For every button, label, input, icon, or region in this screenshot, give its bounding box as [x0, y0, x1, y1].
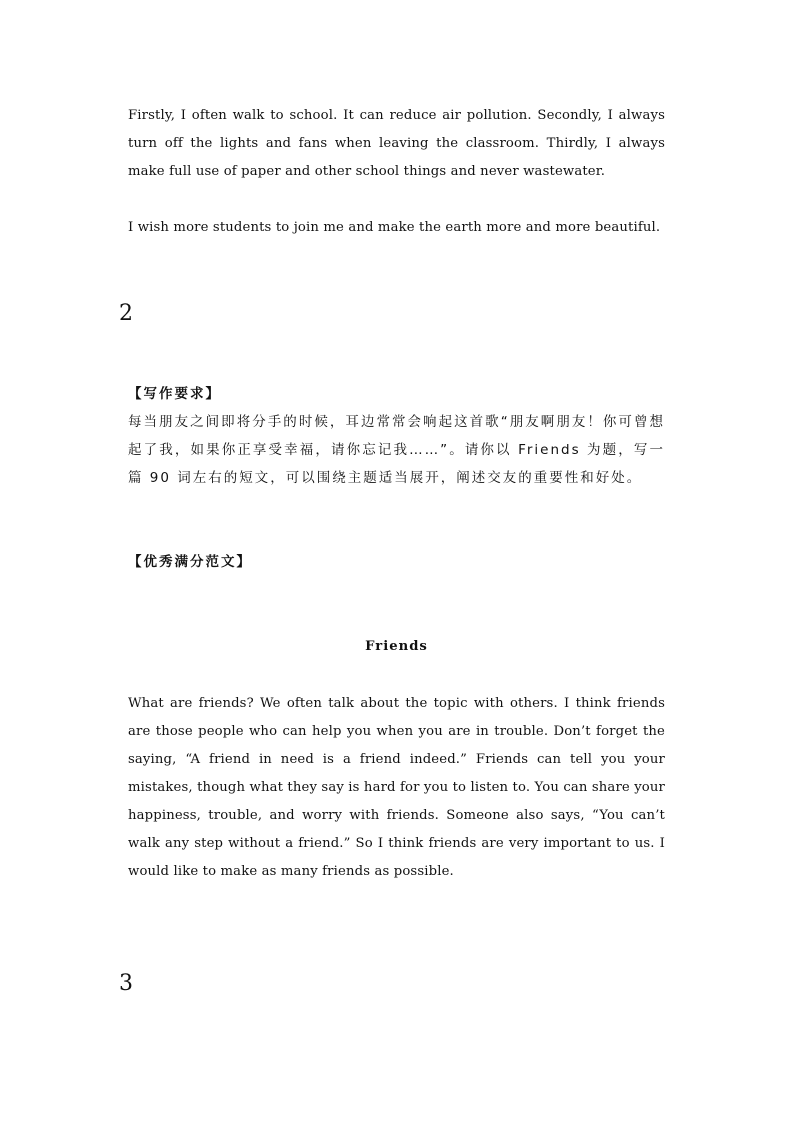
essay-body: What are friends? We often talk about the topic with others. I think friends are those people who can help you when you are in trouble. Don’t forget the saying, “A friend in need is a friend indeed.” Friends can tell you your mistakes, though what they say is hard for you to listen to. You can share your happiness, trouble, and worry with friends. Someone also says, “You can’t walk any step without a friend.” So I think friends are very important to us. I would like to make as many friends as possible. — [128, 696, 665, 879]
essay-paragraph: I wish more students to join me and make the earth more and more beautiful. — [128, 220, 661, 235]
essay-title: Friends — [365, 639, 428, 654]
essay-paragraph: Firstly, I often walk to school. It can reduce air pollution. Secondly, I always turn off the lights and fans when leaving the classroom. Thirdly, I always make full use of paper and other school things and never wastewater. — [128, 108, 665, 179]
requirement-text: 每当朋友之间即将分手的时候，耳边常常会响起这首歌“朋友啊朋友！你可曾想起了我，如果你正享受幸福，请你忘记我……”。请你以 Friends 为题，写一篇 90 词左右的短文，可以围绕主题适当展开，阐述交友的重要性和好处。 — [128, 414, 665, 486]
section-number: 2 — [119, 301, 133, 326]
section-number: 3 — [119, 971, 133, 996]
sample-essay-heading: 【优秀满分范文】 — [128, 554, 252, 570]
requirement-heading: 【写作要求】 — [128, 386, 221, 402]
